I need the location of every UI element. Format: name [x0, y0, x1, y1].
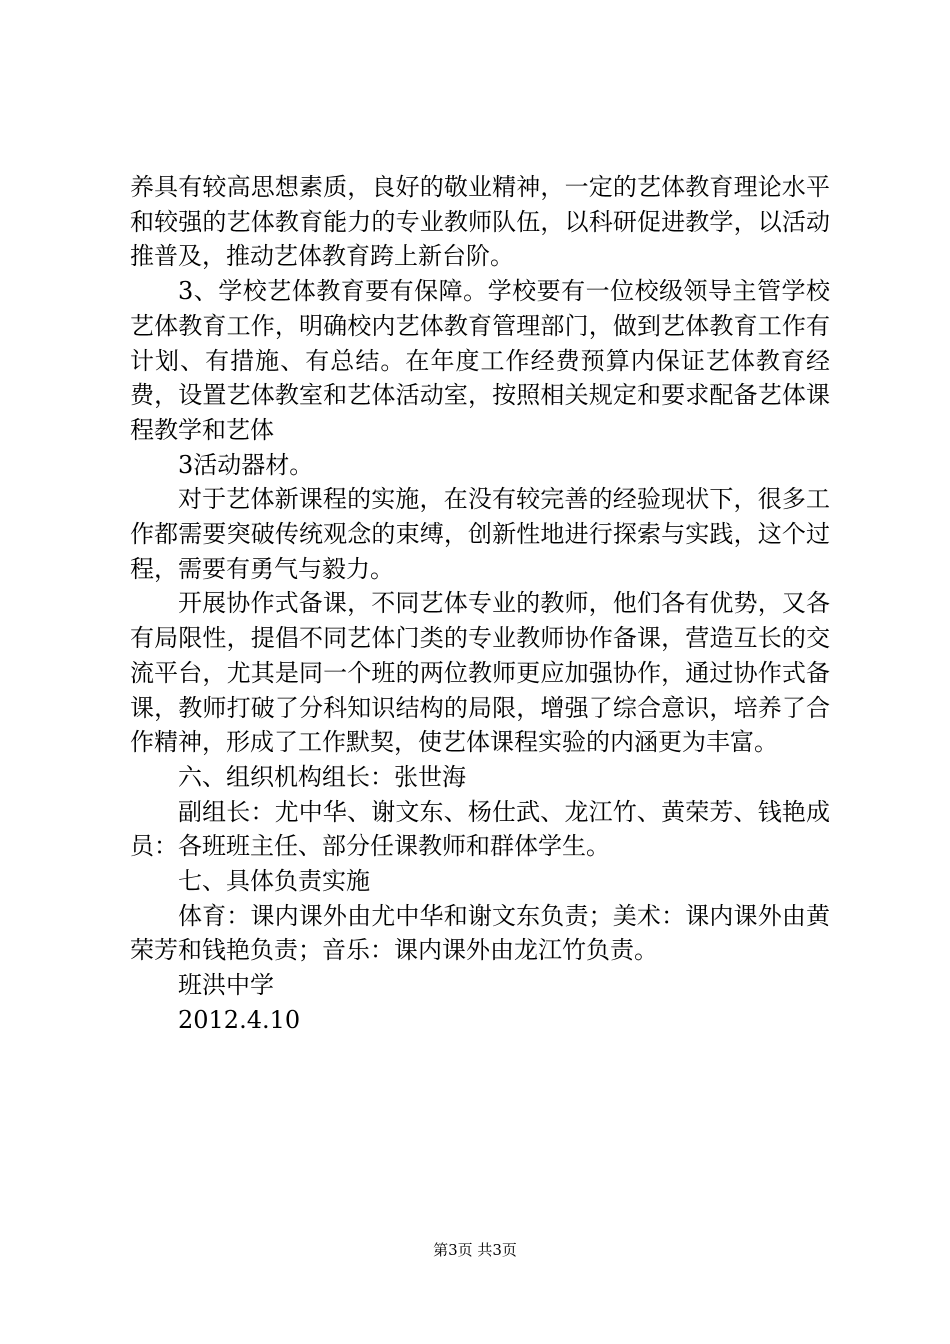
paragraph-equipment: 3活动器材。 — [178, 450, 314, 479]
paragraph-organization-members: 副组长：尤中华、谢文东、杨仕武、龙江竹、黄荣芳、钱艳成员：各班班主任、部分任课教师和群体学生。 — [130, 797, 830, 861]
page-number: 第3页 共3页 — [433, 1241, 517, 1259]
paragraph-responsibilities: 体育：课内课外由尤中华和谢文东负责；美术：课内课外由黄荣芳和钱艳负责；音乐：课内课外由龙江竹负责。 — [130, 901, 830, 965]
signature-school-name: 班洪中学 — [178, 971, 274, 1000]
paragraph-art-sports-guarantee: 3、学校艺体教育要有保障。学校要有一位校级领导主管学校艺体教育工作，明确校内艺体教育管理部门，做到艺体教育工作有计划、有措施、有总结。在年度工作经费预算内保证艺体教育经费，设置艺体教室和艺体活动室，按照相关规定和要求配备艺体课程教学和艺体 — [130, 277, 830, 444]
section-heading-implementation: 七、具体负责实施 — [178, 867, 370, 896]
page-footer — [0, 1240, 950, 1260]
paragraph-new-curriculum: 对于艺体新课程的实施，在没有较完善的经验现状下，很多工作都需要突破传统观念的束缚，创新性地进行探索与实践，这个过程，需要有勇气与毅力。 — [130, 485, 830, 583]
section-heading-organization: 六、组织机构组长：张世海 — [178, 762, 466, 791]
signature-date: 2012.4.10 — [178, 1005, 301, 1034]
paragraph-collaborative-lesson-prep: 开展协作式备课，不同艺体专业的教师，他们各有优势，又各有局限性，提倡不同艺体门类的专业教师协作备课，营造互长的交流平台，尤其是同一个班的两位教师更应加强协作，通过协作式备课，教师打破了分科知识结构的局限，增强了综合意识，培养了合作精神，形成了工作默契，使艺体课程实验的内涵更为丰富。 — [130, 589, 830, 757]
paragraph-continued: 养具有较高思想素质，良好的敬业精神，一定的艺体教育理论水平和较强的艺体教育能力的专业教师队伍，以科研促进教学，以活动推普及，推动艺体教育跨上新台阶。 — [130, 173, 830, 271]
document-body — [130, 170, 830, 1038]
